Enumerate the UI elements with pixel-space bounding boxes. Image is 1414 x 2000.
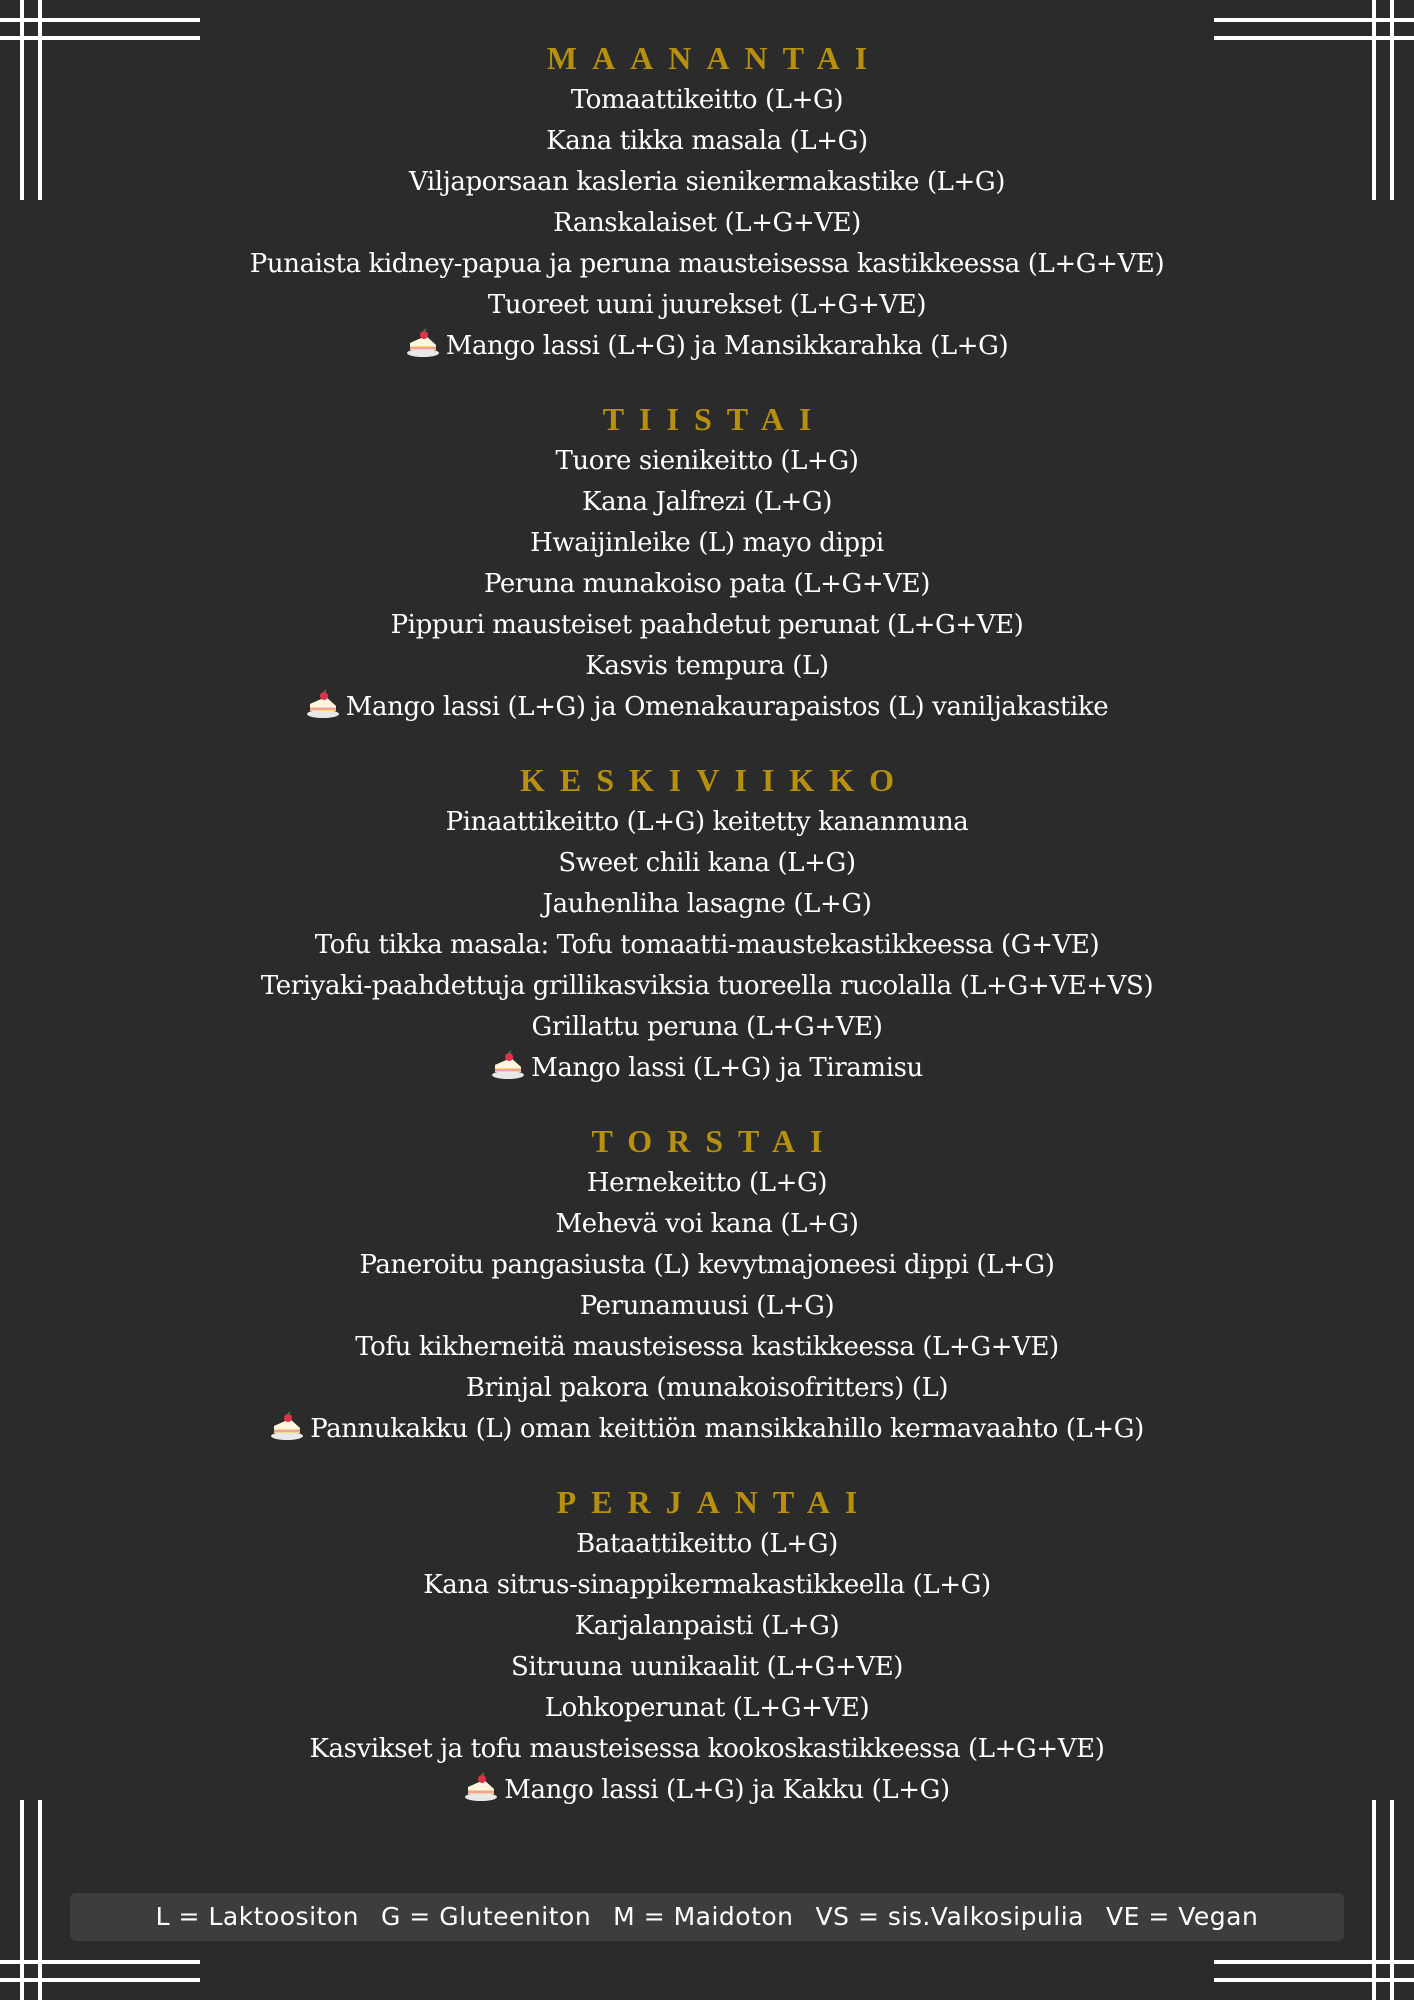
cake-slice-icon: [406, 328, 440, 358]
dish-item: Kasvikset ja tofu mausteisessa kookoskastikkeessa (L+G+VE): [309, 1734, 1105, 1764]
dessert-text: Mango lassi (L+G) ja Omenakaurapaistos (L) vaniljakastike: [345, 692, 1109, 722]
dish-item: Tofu kikherneitä mausteisessa kastikkeessa (L+G+VE): [355, 1332, 1059, 1362]
dish-item: Hwaijinleike (L) mayo dippi: [530, 528, 884, 558]
dessert-item: [0, 687, 1414, 728]
dish-item: Brinjal pakora (munakoisofritters) (L): [465, 1373, 949, 1403]
dish-item: Pippuri mausteiset paahdetut perunat (L+G+VE): [390, 610, 1024, 640]
cake-slice-icon: [491, 1050, 525, 1080]
day-title: MAANANTAI: [546, 40, 883, 76]
dish-item: Viljaporsaan kasleria sienikermakastike (L+G): [408, 167, 1006, 197]
dessert-text: Mango lassi (L+G) ja Tiramisu: [531, 1053, 923, 1083]
dish-item: Kana sitrus-sinappikermakastikkeella (L+G): [423, 1570, 991, 1600]
day-section-perjantai: [0, 1480, 1414, 1811]
dish-item: Tuoreet uuni juurekset (L+G+VE): [487, 290, 927, 320]
dish-item: Tuore sienikeitto (L+G): [555, 446, 859, 476]
dessert-item: [0, 1409, 1414, 1450]
dish-item: Paneroitu pangasiusta (L) kevytmajoneesi dippi (L+G): [359, 1250, 1055, 1280]
dish-item: Pinaattikeitto (L+G) keitetty kananmuna: [445, 807, 969, 837]
dish-item: Kana Jalfrezi (L+G): [582, 487, 832, 517]
dessert-text: Mango lassi (L+G) ja Kakku (L+G): [504, 1775, 950, 1805]
legend-entry: M = Maidoton: [613, 1902, 794, 1931]
dish-item: Kasvis tempura (L): [585, 651, 829, 681]
cake-slice-icon: [270, 1411, 304, 1441]
day-section-torstai: [0, 1119, 1414, 1450]
day-title: PERJANTAI: [556, 1484, 873, 1520]
day-section-keskiviikko: [0, 758, 1414, 1089]
dish-item: Perunamuusi (L+G): [579, 1291, 835, 1321]
cake-slice-icon: [306, 689, 340, 719]
dish-item: Jauhenliha lasagne (L+G): [542, 889, 872, 919]
dish-item: Sweet chili kana (L+G): [558, 848, 856, 878]
dish-item: Ranskalaiset (L+G+VE): [553, 208, 861, 238]
dish-item: Tomaattikeitto (L+G): [570, 85, 844, 115]
dish-item: Teriyaki-paahdettuja grillikasviksia tuoreella rucolalla (L+G+VE+VS): [260, 971, 1154, 1001]
weekly-menu: [0, 36, 1414, 1841]
dessert-text: Pannukakku (L) oman keittiön mansikkahillo kermavaahto (L+G): [310, 1414, 1144, 1444]
dish-item: Lohkoperunat (L+G+VE): [544, 1693, 870, 1723]
day-section-tiistai: [0, 397, 1414, 728]
dish-item: Tofu tikka masala: Tofu tomaatti-maustekastikkeessa (G+VE): [314, 930, 1100, 960]
diet-legend: [70, 1893, 1344, 1941]
legend-entry: VE = Vegan: [1106, 1902, 1259, 1931]
dish-item: Grillattu peruna (L+G+VE): [531, 1012, 883, 1042]
dish-item: Peruna munakoiso pata (L+G+VE): [483, 569, 931, 599]
dish-item: Kana tikka masala (L+G): [546, 126, 868, 156]
dessert-item: [0, 1048, 1414, 1089]
dessert-item: [0, 1770, 1414, 1811]
legend-entry: VS = sis.Valkosipulia: [815, 1902, 1084, 1931]
dish-item: Karjalanpaisti (L+G): [574, 1611, 840, 1641]
dessert-text: Mango lassi (L+G) ja Mansikkarahka (L+G): [445, 331, 1009, 361]
dish-item: Hernekeitto (L+G): [586, 1168, 828, 1198]
dessert-item: [0, 326, 1414, 367]
dish-item: Mehevä voi kana (L+G): [555, 1209, 859, 1239]
cake-slice-icon: [464, 1772, 498, 1802]
dish-item: Sitruuna uunikaalit (L+G+VE): [510, 1652, 904, 1682]
legend-entry: G = Gluteeniton: [380, 1902, 592, 1931]
day-title: TIISTAI: [602, 401, 827, 437]
legend-entry: L = Laktoositon: [155, 1902, 359, 1931]
dish-item: Bataattikeitto (L+G): [576, 1529, 838, 1559]
day-section-maanantai: [0, 36, 1414, 367]
day-title: TORSTAI: [591, 1123, 838, 1159]
day-title: KESKIVIIKKO: [519, 762, 910, 798]
dish-item: Punaista kidney-papua ja peruna mausteisessa kastikkeessa (L+G+VE): [249, 249, 1165, 279]
